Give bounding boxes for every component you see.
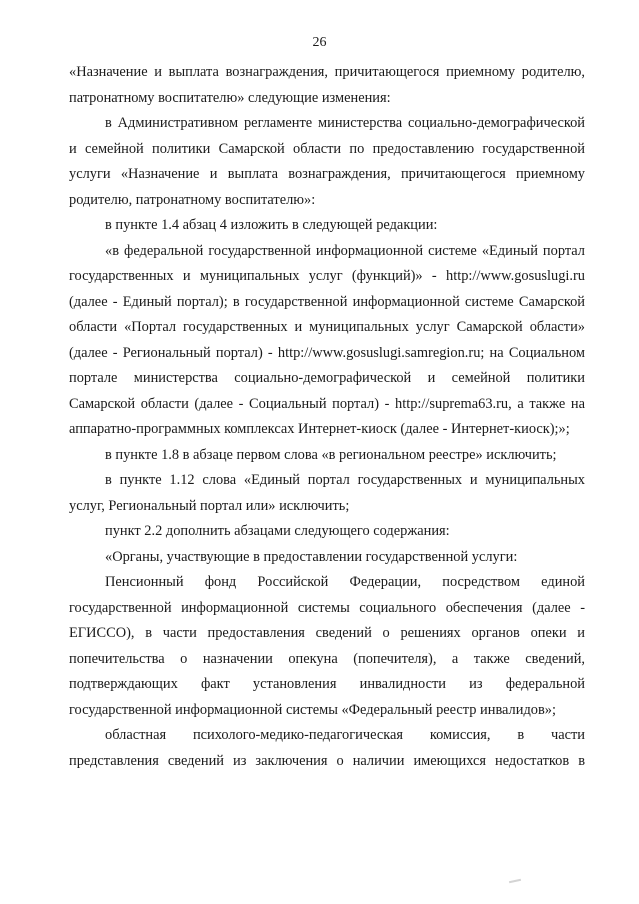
paragraph-commission: областная психолого-медико-педагогическая комиссия, в части представления сведений из заключения о наличии имеющихся недостатков в [69,727,585,769]
paragraph-quoted-portals: «в федеральной государственной информационной системе «Единый портал государственных и муниципальных услуг (функций)» - http://www.gosuslugi.ru (далее - Единый портал); в государственной информационной системе Самарской области «Портал государственных и муниципальных услуг Самарской области» (далее - Региональный портал) - http://www.gosuslugi.samregion.ru; на Социальном портале министерства социально-демографической и семейной политики Самарской области (далее - Социальный портал) - http://suprema63.ru, а также на аппаратно-программных комплексах Интернет-киоск (далее - Интернет-киоск);»; [69,242,585,437]
paragraph-point-2-2: пункт 2.2 дополнить абзацами следующего содержания: [105,523,450,539]
paragraph-point-1-4: в пункте 1.4 абзац 4 изложить в следующей редакции: [105,217,438,233]
paragraph-participating-bodies: «Органы, участвующие в предоставлении государственной услуги: [105,548,518,565]
paragraph-point-1-8: в пункте 1.8 в абзаце первом слова «в региональном реестре» исключить; [105,446,557,463]
paragraph-continuation: «Назначение и выплата вознаграждения, причитающегося приемному родителю, патронатному воспитателю» следующие изменения: [69,64,585,106]
document-body [69,60,585,774]
page-number: 26 [312,35,327,50]
paragraph-regulation-amendment: в Административном регламенте министерства социально-демографической и семейной политики Самарской области по предоставлению государственной услуги «Назначение и выплата вознаграждения, причитающегося приемному родителю, патронатному воспитателю»: [69,115,585,208]
scan-artifact [509,879,521,883]
paragraph-point-1-12: в пункте 1.12 слова «Единый портал государственных и муниципальных услуг, Региональный портал или» исключить; [69,472,585,514]
paragraph-pension-fund: Пенсионный фонд Российской Федерации, посредством единой государственной информационной системы социального обеспечения (далее - ЕГИССО), в части предоставления сведений о решениях органов опеки и попечительства о назначении опекуна (попечителя), а также сведений, подтверждающих факт установления инвалидности из федеральной государственной информационной системы «Федеральный реестр инвалидов»; [69,574,585,718]
